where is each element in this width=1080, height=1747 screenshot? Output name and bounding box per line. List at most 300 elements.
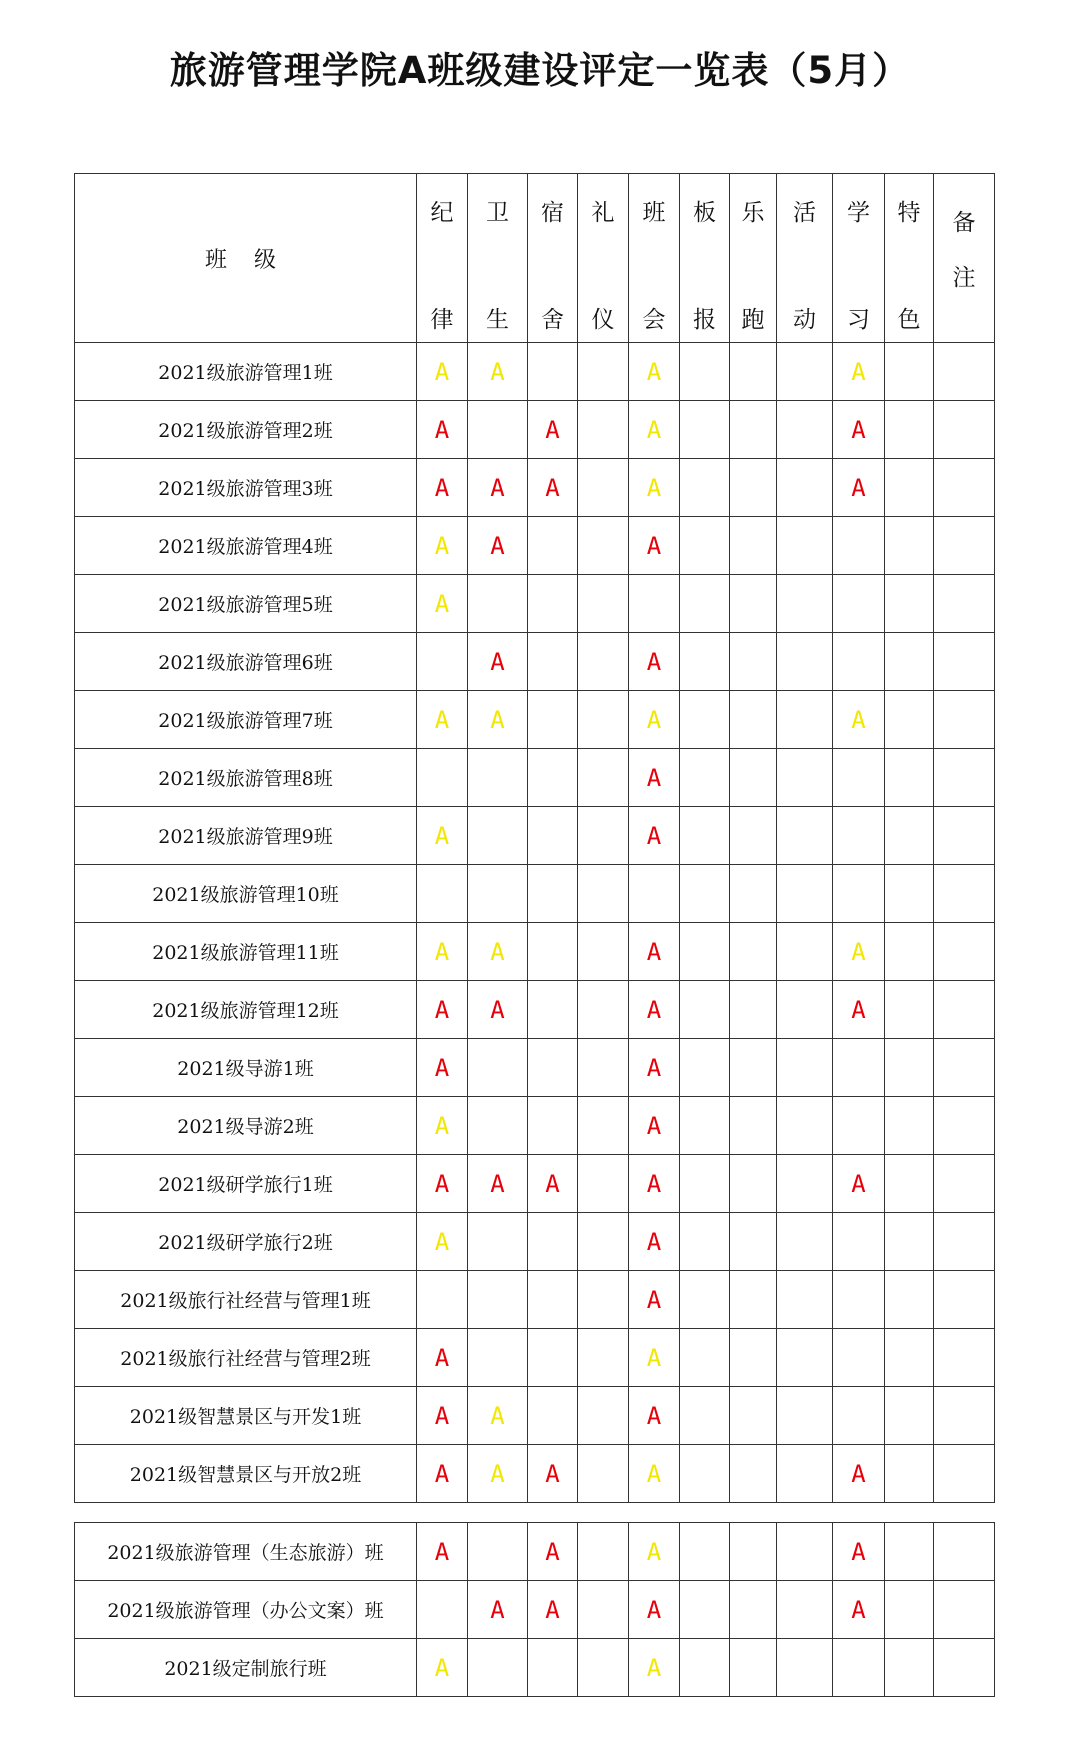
rating-cell [730,575,777,633]
rating-cell [578,749,629,807]
class-name-cell: 2021级旅游管理4班 [75,517,417,575]
rating-mark-red: A [851,1459,866,1488]
rating-mark-red: A [490,995,505,1024]
rating-mark-red: A [646,1401,662,1430]
rating-cell [777,981,833,1039]
col-header-bottom: 跑 [741,307,765,333]
rating-mark-yellow: A [434,531,450,560]
note-cell [934,1213,995,1271]
rating-cell [885,1039,934,1097]
class-header: 班 级 [75,174,417,343]
rating-cell [885,1097,934,1155]
rating-cell [730,1581,777,1639]
class-name-cell: 2021级旅游管理（办公文案）班 [75,1581,417,1639]
rating-cell [680,1213,730,1271]
rating-cell [629,575,680,633]
rating-cell [468,923,528,981]
rating-cell [833,1523,885,1581]
rating-cell [528,691,578,749]
rating-cell [468,1097,528,1155]
rating-cell [777,1213,833,1271]
rating-cell [777,459,833,517]
rating-mark-yellow: A [434,1111,450,1140]
rating-cell [680,459,730,517]
rating-cell [417,1039,468,1097]
rating-mark-red: A [646,1053,662,1082]
rating-cell [528,1155,578,1213]
rating-cell [417,749,468,807]
rating-mark-red: A [434,995,450,1024]
col-header-top: 特 [897,200,921,226]
col-header-bottom: 律 [430,307,454,333]
rating-cell [680,1271,730,1329]
rating-mark-red: A [490,647,505,676]
rating-mark-red: A [434,415,450,444]
rating-cell [885,807,934,865]
rating-cell [885,1329,934,1387]
rating-cell [730,517,777,575]
rating-cell [833,749,885,807]
rating-cell [528,923,578,981]
rating-cell [777,633,833,691]
rating-mark-yellow: A [646,1653,662,1682]
rating-cell [468,1329,528,1387]
note-cell [934,459,995,517]
rating-cell [528,343,578,401]
note-cell [934,981,995,1039]
rating-cell [629,1039,680,1097]
rating-mark-red: A [545,1595,560,1624]
rating-cell [730,1523,777,1581]
rating-cell [528,1329,578,1387]
rating-cell [629,517,680,575]
table-row [75,1387,995,1445]
col-header-bottom: 动 [793,307,816,333]
rating-cell [730,633,777,691]
rating-cell [885,343,934,401]
col-header-top: 备 [952,210,976,236]
rating-mark-red: A [851,995,866,1024]
rating-cell [680,1097,730,1155]
col-header-bottom: 注 [952,265,976,291]
note-cell [934,633,995,691]
rating-cell [680,749,730,807]
rating-cell [833,1039,885,1097]
rating-cell [833,1445,885,1503]
rating-mark-yellow: A [490,705,505,734]
note-cell [934,401,995,459]
note-cell [934,1445,995,1503]
rating-cell [833,1329,885,1387]
rating-cell [680,1329,730,1387]
rating-cell [578,1445,629,1503]
rating-mark-red: A [434,1053,450,1082]
rating-mark-red: A [490,1595,505,1624]
rating-cell [730,1039,777,1097]
rating-cell [629,865,680,923]
rating-mark-yellow: A [851,705,866,734]
col-header-bottom: 习 [847,307,870,333]
rating-cell [578,575,629,633]
rating-cell [680,401,730,459]
rating-mark-yellow: A [646,1459,662,1488]
col-header-top: 卫 [486,200,509,226]
rating-cell [578,1523,629,1581]
rating-mark-red: A [434,1537,450,1566]
rating-cell [578,633,629,691]
note-cell [934,749,995,807]
rating-cell [417,1445,468,1503]
rating-cell [468,981,528,1039]
class-name-cell: 2021级旅游管理11班 [75,923,417,981]
col-header-bottom: 会 [642,307,666,333]
rating-cell [578,1271,629,1329]
rating-cell [578,1639,629,1697]
table-row [75,1155,995,1213]
table-row [75,1639,995,1697]
rating-cell [680,517,730,575]
rating-cell [468,1445,528,1503]
table-row [75,633,995,691]
rating-mark-red: A [646,995,662,1024]
rating-cell [680,923,730,981]
class-name-cell: 2021级智慧景区与开发1班 [75,1387,417,1445]
rating-mark-yellow: A [646,1343,662,1372]
rating-table-main [74,173,995,1503]
rating-cell [629,1213,680,1271]
class-name-cell: 2021级旅游管理3班 [75,459,417,517]
rating-cell [777,1329,833,1387]
rating-cell [468,1523,528,1581]
class-name-cell: 2021级旅游管理8班 [75,749,417,807]
rating-mark-red: A [851,1537,866,1566]
col-header-feature [885,174,934,343]
rating-cell [777,343,833,401]
rating-cell [885,1523,934,1581]
rating-cell [680,1523,730,1581]
rating-cell [777,1271,833,1329]
rating-cell [528,865,578,923]
note-cell [934,1097,995,1155]
rating-cell [528,1639,578,1697]
col-header-top: 板 [693,200,716,226]
rating-mark-yellow: A [434,937,450,966]
rating-mark-yellow: A [646,1537,662,1566]
rating-mark-yellow: A [646,357,662,386]
rating-mark-red: A [646,1111,662,1140]
table-row [75,1523,995,1581]
col-header-top: 礼 [591,200,615,226]
rating-cell [680,691,730,749]
rating-cell [578,691,629,749]
rating-cell [680,575,730,633]
class-name-cell: 2021级研学旅行1班 [75,1155,417,1213]
rating-cell [777,1155,833,1213]
table-row [75,1271,995,1329]
rating-cell [528,459,578,517]
rating-cell [629,1639,680,1697]
rating-cell [528,1039,578,1097]
rating-cell [578,865,629,923]
rating-cell [629,923,680,981]
rating-cell [417,807,468,865]
rating-mark-red: A [490,473,505,502]
class-name-cell: 2021级旅行社经营与管理2班 [75,1329,417,1387]
note-cell [934,1039,995,1097]
col-header-bottom: 色 [897,307,921,333]
rating-cell [885,1387,934,1445]
class-name-cell: 2021级旅游管理1班 [75,343,417,401]
rating-mark-red: A [646,937,662,966]
rating-cell [777,401,833,459]
note-cell [934,1581,995,1639]
rating-cell [629,981,680,1039]
rating-cell [833,1581,885,1639]
rating-cell [885,1581,934,1639]
rating-mark-red: A [646,1227,662,1256]
note-cell [934,865,995,923]
rating-cell [578,981,629,1039]
rating-mark-red: A [545,415,560,444]
rating-mark-yellow: A [646,705,662,734]
rating-cell [468,401,528,459]
rating-cell [417,401,468,459]
rating-cell [885,633,934,691]
col-header-top: 班 [642,200,666,226]
rating-cell [680,1639,730,1697]
rating-cell [833,1155,885,1213]
rating-cell [730,1155,777,1213]
rating-cell [777,1445,833,1503]
rating-cell [468,1639,528,1697]
rating-mark-yellow: A [851,357,866,386]
rating-cell [777,691,833,749]
rating-cell [730,1271,777,1329]
rating-cell [629,691,680,749]
rating-mark-red: A [434,1401,450,1430]
class-name-cell: 2021级旅游管理9班 [75,807,417,865]
rating-cell [417,1155,468,1213]
rating-cell [885,575,934,633]
rating-cell [417,1581,468,1639]
rating-mark-red: A [434,1459,450,1488]
class-name-cell: 2021级旅游管理7班 [75,691,417,749]
rating-cell [528,1097,578,1155]
rating-mark-yellow: A [646,415,662,444]
rating-cell [833,865,885,923]
table-row [75,1039,995,1097]
col-header-class-meeting [629,174,680,343]
class-name-cell: 2021级导游2班 [75,1097,417,1155]
rating-cell [528,1271,578,1329]
rating-cell [833,401,885,459]
rating-cell [885,749,934,807]
rating-cell [629,1155,680,1213]
rating-cell [578,807,629,865]
col-header-running [730,174,777,343]
rating-cell [417,1639,468,1697]
rating-cell [833,923,885,981]
col-header-hygiene [468,174,528,343]
rating-mark-red: A [646,1595,662,1624]
rating-cell [528,981,578,1039]
table-row [75,1445,995,1503]
note-cell [934,1271,995,1329]
rating-mark-red: A [434,1343,450,1372]
rating-cell [833,343,885,401]
rating-cell [730,1445,777,1503]
rating-cell [578,401,629,459]
rating-cell [629,343,680,401]
rating-cell [468,343,528,401]
table-row [75,401,995,459]
rating-cell [578,1155,629,1213]
rating-cell [885,459,934,517]
rating-cell [885,981,934,1039]
rating-cell [730,807,777,865]
rating-cell [578,1213,629,1271]
rating-mark-yellow: A [434,705,450,734]
rating-cell [528,401,578,459]
rating-mark-yellow: A [490,1459,505,1488]
rating-cell [777,807,833,865]
table-row [75,691,995,749]
rating-cell [528,1213,578,1271]
rating-cell [629,749,680,807]
note-cell [934,691,995,749]
rating-cell [578,1329,629,1387]
rating-mark-yellow: A [434,357,450,386]
rating-cell [629,633,680,691]
class-name-cell: 2021级旅游管理（生态旅游）班 [75,1523,417,1581]
rating-mark-red: A [646,647,662,676]
header-row [75,174,995,343]
rating-mark-red: A [851,1595,866,1624]
col-header-bottom: 仪 [591,307,615,333]
rating-cell [468,1387,528,1445]
rating-cell [468,459,528,517]
rating-cell [629,459,680,517]
rating-cell [885,1271,934,1329]
rating-cell [629,1445,680,1503]
rating-cell [833,633,885,691]
rating-cell [417,923,468,981]
rating-mark-red: A [851,415,866,444]
class-name-cell: 2021级智慧景区与开放2班 [75,1445,417,1503]
rating-mark-yellow: A [434,589,450,618]
rating-mark-yellow: A [490,357,505,386]
table-row [75,923,995,981]
rating-cell [833,1387,885,1445]
rating-mark-red: A [646,821,662,850]
rating-cell [730,343,777,401]
rating-cell [730,923,777,981]
rating-cell [730,459,777,517]
rating-cell [417,1329,468,1387]
rating-cell [833,981,885,1039]
rating-cell [528,807,578,865]
table-row [75,459,995,517]
table-row [75,1581,995,1639]
rating-cell [833,575,885,633]
rating-cell [730,1387,777,1445]
rating-cell [680,1581,730,1639]
rating-mark-yellow: A [646,473,662,502]
rating-cell [629,1097,680,1155]
rating-cell [417,981,468,1039]
table-row [75,1213,995,1271]
rating-cell [885,865,934,923]
rating-cell [578,459,629,517]
rating-cell [680,343,730,401]
rating-cell [885,1445,934,1503]
rating-cell [730,1213,777,1271]
rating-cell [417,343,468,401]
rating-cell [833,459,885,517]
rating-cell [833,517,885,575]
rating-cell [777,749,833,807]
rating-cell [468,1213,528,1271]
rating-cell [528,517,578,575]
table-row [75,749,995,807]
rating-cell [730,401,777,459]
note-cell [934,1523,995,1581]
rating-cell [730,981,777,1039]
rating-mark-red: A [646,763,662,792]
rating-mark-red: A [434,473,450,502]
rating-mark-yellow: A [434,821,450,850]
col-header-note [934,174,995,343]
col-header-top: 纪 [430,200,454,226]
rating-mark-red: A [545,473,560,502]
rating-cell [833,1271,885,1329]
rating-cell [833,807,885,865]
note-cell [934,923,995,981]
rating-cell [468,1581,528,1639]
rating-cell [468,749,528,807]
rating-cell [578,1039,629,1097]
col-header-bottom: 报 [693,307,716,333]
rating-mark-red: A [490,531,505,560]
table-row [75,343,995,401]
rating-mark-yellow: A [490,937,505,966]
col-header-top: 乐 [741,200,765,226]
rating-cell [468,691,528,749]
rating-mark-yellow: A [434,1653,450,1682]
rating-mark-red: A [646,1169,662,1198]
rating-cell [578,1387,629,1445]
rating-mark-yellow: A [490,1401,505,1430]
col-header-top: 学 [847,200,870,226]
table-row [75,807,995,865]
class-name-cell: 2021级定制旅行班 [75,1639,417,1697]
rating-cell [629,1387,680,1445]
rating-cell [885,1213,934,1271]
note-cell [934,517,995,575]
rating-mark-red: A [851,473,866,502]
rating-cell [885,691,934,749]
rating-mark-yellow: A [434,1227,450,1256]
rating-mark-red: A [646,1285,662,1314]
rating-cell [417,865,468,923]
rating-mark-red: A [851,1169,866,1198]
rating-mark-red: A [545,1169,560,1198]
rating-cell [833,1097,885,1155]
rating-cell [680,1039,730,1097]
rating-cell [833,1639,885,1697]
rating-cell [777,865,833,923]
rating-cell [777,1639,833,1697]
